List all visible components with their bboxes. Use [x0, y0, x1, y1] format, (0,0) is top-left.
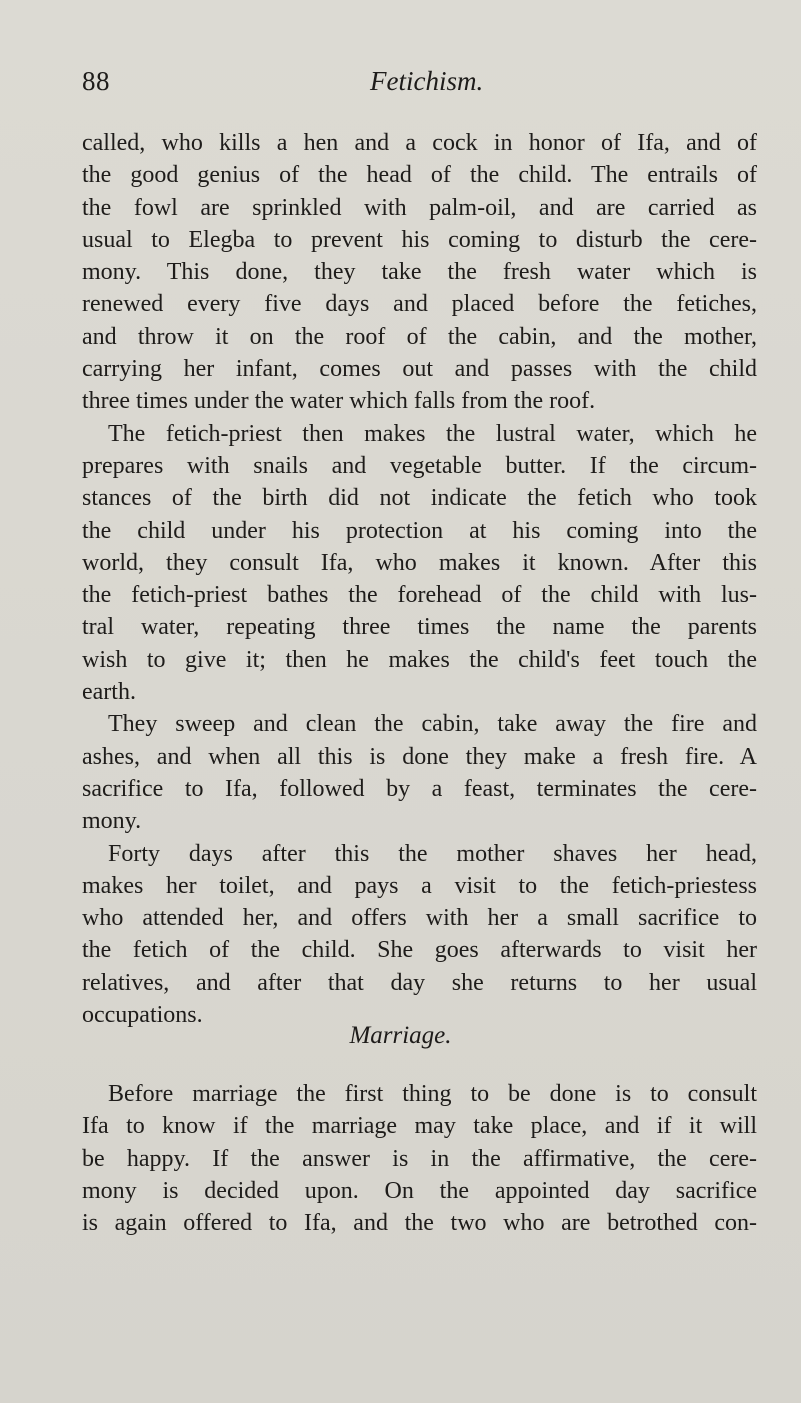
body-text-after-heading — [82, 1078, 757, 1239]
text-line: carrying her infant, comes out and passes with the child — [82, 356, 757, 383]
text-line: world, they consult Ifa, who makes it known. After this — [82, 549, 757, 576]
text-line: is again offered to Ifa, and the two who are betrothed con- — [82, 1210, 757, 1237]
paragraph — [82, 418, 757, 709]
text-line: renewed every five days and placed before the fetiches, — [82, 291, 757, 318]
text-line: the fetich-priest bathes the forehead of the child with lus- — [82, 582, 757, 609]
text-line: mony is decided upon. On the appointed day sacrifice — [82, 1177, 757, 1204]
text-line: They sweep and clean the cabin, take away the fire and — [108, 711, 757, 738]
running-title: Fetichism. — [370, 66, 484, 96]
text-line: Ifa to know if the marriage may take place, and if it will — [82, 1113, 757, 1140]
text-line: makes her toilet, and pays a visit to the fetich-priestess — [82, 872, 757, 899]
text-line: stances of the birth did not indicate the fetich who took — [82, 485, 757, 512]
text-line: who attended her, and offers with her a small sacrifice to — [82, 905, 757, 932]
text-line: ashes, and when all this is done they make a fresh fire. A — [82, 743, 757, 770]
text-line: wish to give it; then he makes the child's feet touch the — [82, 646, 757, 673]
text-line: sacrifice to Ifa, followed by a feast, terminates the cere- — [82, 775, 757, 802]
text-line: prepares with snails and vegetable butter. If the circum- — [82, 452, 757, 479]
text-line: the good genius of the head of the child. The entrails of — [82, 162, 757, 189]
text-line: earth. — [82, 679, 136, 706]
text-line: and throw it on the roof of the cabin, and the mother, — [82, 323, 757, 350]
text-line: relatives, and after that day she returns to her usual — [82, 969, 757, 996]
text-line: occupations. — [82, 1002, 203, 1029]
body-text-before-heading — [82, 127, 757, 1031]
text-line: the fowl are sprinkled with palm-oil, and are carried as — [82, 194, 757, 221]
page-number: 88 — [82, 66, 110, 96]
text-line: the fetich of the child. She goes afterwards to visit her — [82, 937, 757, 964]
text-line: usual to Elegba to prevent his coming to disturb the cere- — [82, 226, 757, 253]
paragraph — [82, 1078, 757, 1239]
paragraph — [82, 708, 757, 837]
text-line: mony. — [82, 808, 142, 835]
paragraph — [82, 127, 757, 418]
text-line: mony. This done, they take the fresh water which is — [82, 259, 757, 286]
paragraph — [82, 838, 757, 1032]
text-line: Before marriage the first thing to be done is to consult — [108, 1081, 757, 1107]
text-line: be happy. If the answer is in the affirmative, the cere- — [82, 1145, 757, 1172]
text-line: The fetich-priest then makes the lustral water, which he — [108, 420, 757, 447]
text-line: called, who kills a hen and a cock in honor of Ifa, and of — [82, 130, 757, 156]
text-line: tral water, repeating three times the name the parents — [82, 614, 757, 641]
text-line: Forty days after this the mother shaves her head, — [108, 840, 757, 867]
section-heading: Marriage. — [349, 1022, 452, 1049]
text-line: the child under his protection at his coming into the — [82, 517, 757, 544]
running-head — [0, 66, 801, 106]
text-line: three times under the water which falls from the roof. — [82, 388, 596, 415]
